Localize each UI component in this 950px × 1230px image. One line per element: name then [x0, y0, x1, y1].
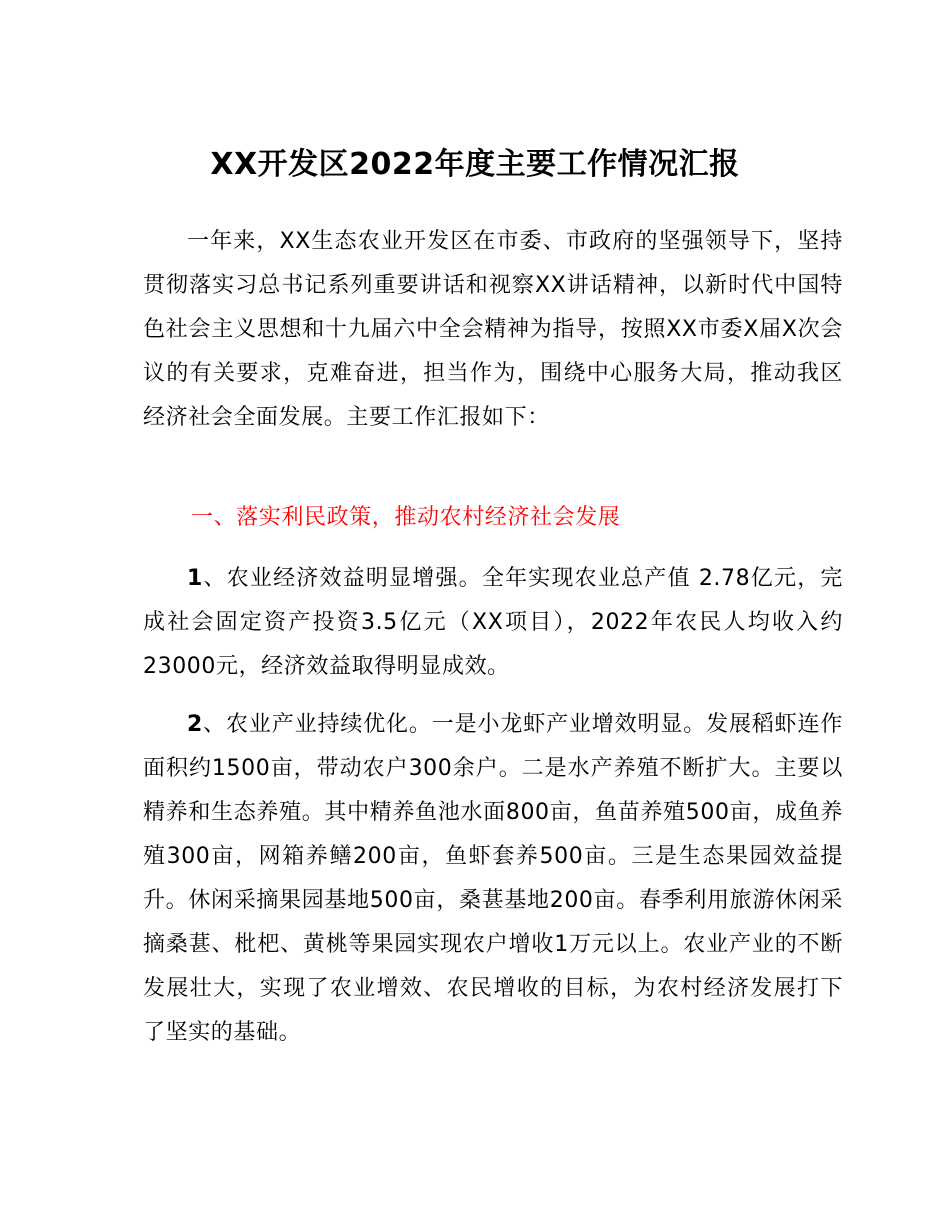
item-number: 2 [187, 712, 203, 737]
item-paragraph-2 [143, 703, 843, 1055]
item-text: 、农业经济效益明显增强。全年实现农业总产值 2.78亿元，完成社会固定资产投资3.5亿元（XX项目），2022年农民人均收入约23000元，经济效益取得明显成效。 [143, 566, 843, 679]
document-title: XX开发区2022年度主要工作情况汇报 [210, 147, 740, 182]
intro-paragraph: 一年来，XX生态农业开发区在市委、市政府的坚强领导下，坚持贯彻落实习总书记系列重要讲话和视察XX讲话精神，以新时代中国特色社会主义思想和十九届六中全会精神为指导，按照XX市委X届X次会议的有关要求，克难奋进，担当作为，围绕中心服务大局，推动我区经济社会全面发展。主要工作汇报如下： [143, 229, 843, 430]
item-number: 1 [187, 566, 203, 591]
item-text: 、农业产业持续优化。一是小龙虾产业增效明显。发展稻虾连作面积约1500亩，带动农户300余户。二是水产养殖不断扩大。主要以精养和生态养殖。其中精养鱼池水面800亩，鱼苗养殖500亩，成鱼养殖300亩，网箱养鳝200亩，鱼虾套养500亩。三是生态果园效益提升。休闲采摘果园基地500亩，桑葚基地200亩。春季利用旅游休闲采摘桑葚、枇杷、黄桃等果园实现农户增收1万元以上。农业产业的不断发展壮大，实现了农业增效、农民增收的目标，为农村经济发展打下了坚实的基础。 [143, 712, 843, 1045]
item-paragraph-1 [143, 557, 843, 689]
section-heading: 一、落实利民政策，推动农村经济社会发展 [191, 505, 621, 530]
